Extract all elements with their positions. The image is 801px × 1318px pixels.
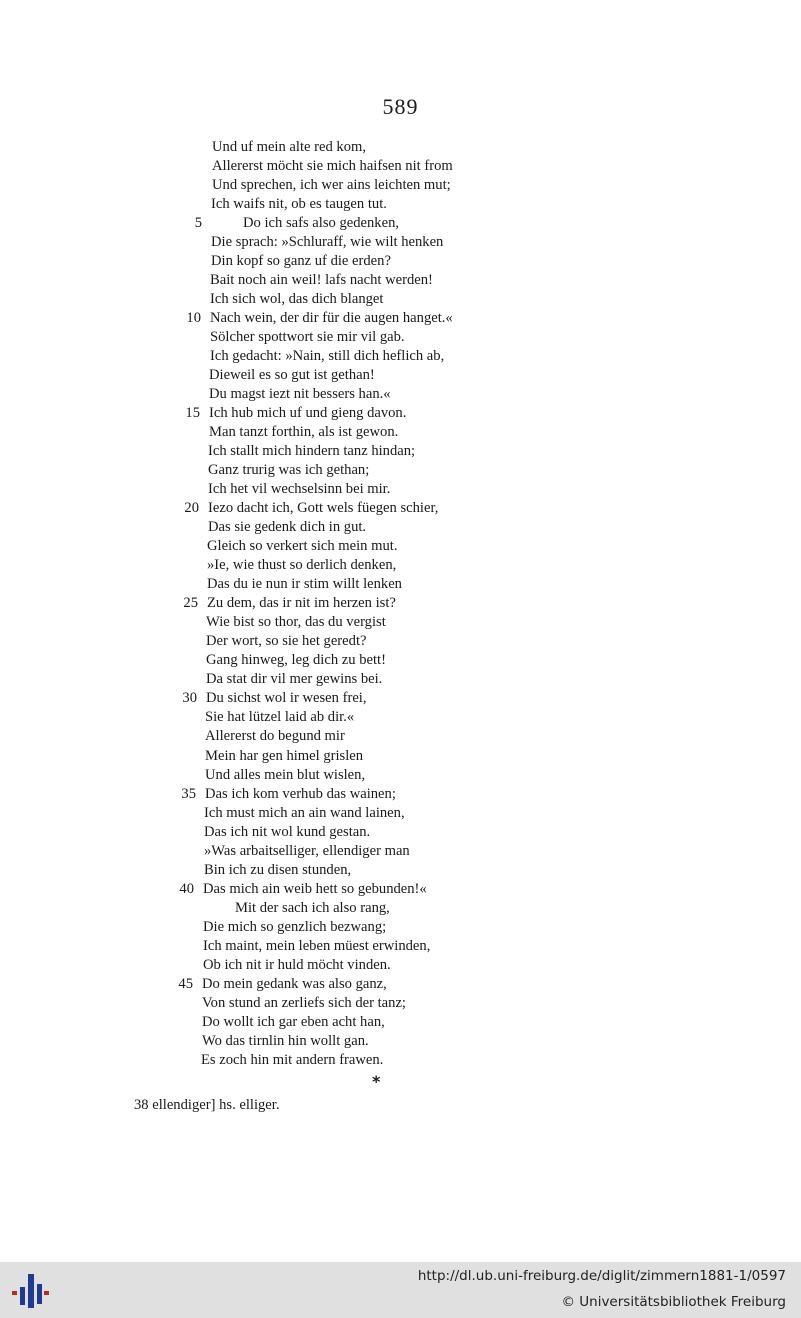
verse-line — [0, 233, 801, 252]
verse-line — [0, 823, 801, 842]
verse-line — [0, 442, 801, 461]
verse-line — [0, 842, 801, 861]
verse-text: Allererst möcht sie mich haifsen nit from — [212, 158, 453, 175]
verse-line — [0, 556, 801, 575]
verse-text: Ich gedacht: »Nain, still dich heflich ab, — [210, 348, 445, 365]
verse-line — [0, 1013, 801, 1032]
verse-line — [0, 214, 801, 233]
verse-text: Mein har gen himel grislen — [205, 747, 364, 764]
verse-line — [0, 880, 801, 899]
verse-line — [0, 594, 801, 613]
verse-text: Das ich nit wol kund gestan. — [204, 823, 371, 840]
verse-text: Die mich so genzlich bezwang; — [203, 918, 387, 935]
verse-text: Do wollt ich gar eben acht han, — [202, 1013, 385, 1030]
permalink-url[interactable]: http://dl.ub.uni-freiburg.de/diglit/zimmern1881-1/0597 — [417, 1268, 786, 1284]
verse-line — [0, 309, 801, 328]
verse-text: Die sprach: »Schluraff, wie wilt henken — [211, 234, 444, 251]
verse-line — [0, 404, 801, 423]
verse-text: Mit der sach ich also rang, — [235, 899, 390, 916]
verse-line — [0, 975, 801, 994]
verse-text: Das sie gedenk dich in gut. — [208, 519, 367, 536]
verse-text: Und sprechen, ich wer ains leichten mut; — [212, 177, 451, 194]
verse-line — [0, 575, 801, 594]
verse-text: Du sichst wol ir wesen frei, — [206, 690, 367, 707]
verse-line — [0, 899, 801, 918]
verse-text: »Was arbaitselliger, ellendiger man — [204, 842, 410, 859]
verse-text: Bait noch ain weil! lafs nacht werden! — [210, 272, 433, 289]
verse-line — [0, 651, 801, 670]
verse-line — [0, 861, 801, 880]
verse-text: Da stat dir vil mer gewins bei. — [206, 671, 383, 688]
verse-line — [0, 1051, 801, 1070]
verse-number: 10 — [186, 310, 201, 327]
verse-text: Gang hinweg, leg dich zu bett! — [206, 652, 386, 669]
verse-line — [0, 385, 801, 404]
verse-line — [0, 785, 801, 804]
verse-text: Din kopf so ganz uf die erden? — [211, 253, 391, 270]
verse-text: Sölcher spottwort sie mir vil gab. — [210, 329, 405, 346]
verse-line — [0, 747, 801, 766]
verse-number: 5 — [194, 215, 202, 232]
verse-line — [0, 366, 801, 385]
verse-text: Ich maint, mein leben müest erwinden, — [203, 937, 431, 954]
verse-number: 25 — [183, 595, 198, 612]
verse-text: Ich stallt mich hindern tanz hindan; — [208, 443, 416, 460]
verse-text: Ich hub mich uf und gieng davon. — [209, 405, 407, 422]
verse-text: Do ich safs also gedenken, — [243, 215, 400, 232]
verse-line — [0, 632, 801, 651]
verse-text: Nach wein, der dir für die augen hanget.« — [210, 310, 453, 327]
verse-text: Allererst do begund mir — [205, 728, 345, 745]
verse-text: Gleich so verkert sich mein mut. — [207, 538, 398, 555]
verse-line — [0, 956, 801, 975]
verse-text: Das mich ain weib hett so gebunden!« — [203, 880, 427, 897]
verse-line — [0, 766, 801, 785]
ub-freiburg-logo-icon[interactable] — [8, 1270, 52, 1312]
verse-line — [0, 176, 801, 195]
verse-text: Von stund an zerliefs sich der tanz; — [202, 994, 406, 1011]
verse-line — [0, 480, 801, 499]
verse-text: Das ich kom verhub das wainen; — [205, 785, 396, 802]
copyright-notice: © Universitätsbibliothek Freiburg — [561, 1294, 786, 1310]
verse-line — [0, 328, 801, 347]
verse-text: Ich waifs nit, ob es taugen tut. — [211, 196, 387, 213]
verse-number: 30 — [182, 690, 197, 707]
verse-line — [0, 157, 801, 176]
poem-body — [0, 138, 801, 1070]
verse-line — [0, 499, 801, 518]
verse-line — [0, 937, 801, 956]
verse-line — [0, 461, 801, 480]
section-separator: * — [372, 1072, 381, 1091]
verse-line — [0, 537, 801, 556]
verse-text: Ganz trurig was ich gethan; — [208, 462, 370, 479]
verse-text: Iezo dacht ich, Gott wels füegen schier, — [208, 500, 439, 517]
verse-line — [0, 252, 801, 271]
verse-line — [0, 347, 801, 366]
page-number: 589 — [382, 94, 419, 119]
verse-line — [0, 195, 801, 214]
verse-text: Der wort, so sie het geredt? — [206, 633, 367, 650]
verse-text: Das du ie nun ir stim willt lenken — [207, 576, 402, 593]
verse-line — [0, 138, 801, 157]
verse-text: Und alles mein blut wislen, — [205, 766, 366, 783]
verse-line — [0, 613, 801, 632]
verse-line — [0, 290, 801, 309]
verse-line — [0, 689, 801, 708]
verse-line — [0, 708, 801, 727]
verse-text: Wie bist so thor, das du vergist — [206, 614, 386, 631]
verse-text: Ich het vil wechselsinn bei mir. — [208, 481, 391, 498]
verse-text: Ob ich nit ir huld möcht vinden. — [203, 956, 391, 973]
verse-line — [0, 918, 801, 937]
verse-text: Man tanzt forthin, als ist gewon. — [209, 424, 399, 441]
verse-number: 20 — [184, 500, 199, 517]
verse-number: 45 — [178, 975, 193, 992]
verse-text: Bin ich zu disen stunden, — [204, 861, 352, 878]
verse-text: »Ie, wie thust so derlich denken, — [207, 557, 397, 574]
verse-text: Wo das tirnlin hin wollt gan. — [202, 1032, 369, 1049]
verse-text: Du magst iezt nit bessers han.« — [209, 386, 391, 403]
verse-text: Sie hat lützel laid ab dir.« — [205, 709, 355, 726]
verse-text: Und uf mein alte red kom, — [212, 139, 367, 155]
verse-line — [0, 994, 801, 1013]
verse-line — [0, 1032, 801, 1051]
verse-text: Es zoch hin mit andern frawen. — [201, 1051, 384, 1068]
footer-bar — [0, 1262, 801, 1318]
verse-text: Dieweil es so gut ist gethan! — [209, 367, 375, 384]
verse-text: Ich sich wol, das dich blanget — [210, 291, 384, 308]
verse-text: Ich must mich an ain wand lainen, — [204, 804, 405, 821]
verse-line — [0, 727, 801, 746]
verse-number: 15 — [185, 405, 200, 422]
verse-line — [0, 670, 801, 689]
verse-text: Zu dem, das ir nit im herzen ist? — [207, 595, 396, 612]
footnote: 38 ellendiger] hs. elliger. — [134, 1097, 280, 1113]
verse-line — [0, 271, 801, 290]
verse-line — [0, 804, 801, 823]
verse-number: 35 — [181, 785, 196, 802]
verse-text: Do mein gedank was also ganz, — [202, 975, 387, 992]
verse-line — [0, 518, 801, 537]
verse-number: 40 — [179, 880, 194, 897]
verse-line — [0, 423, 801, 442]
